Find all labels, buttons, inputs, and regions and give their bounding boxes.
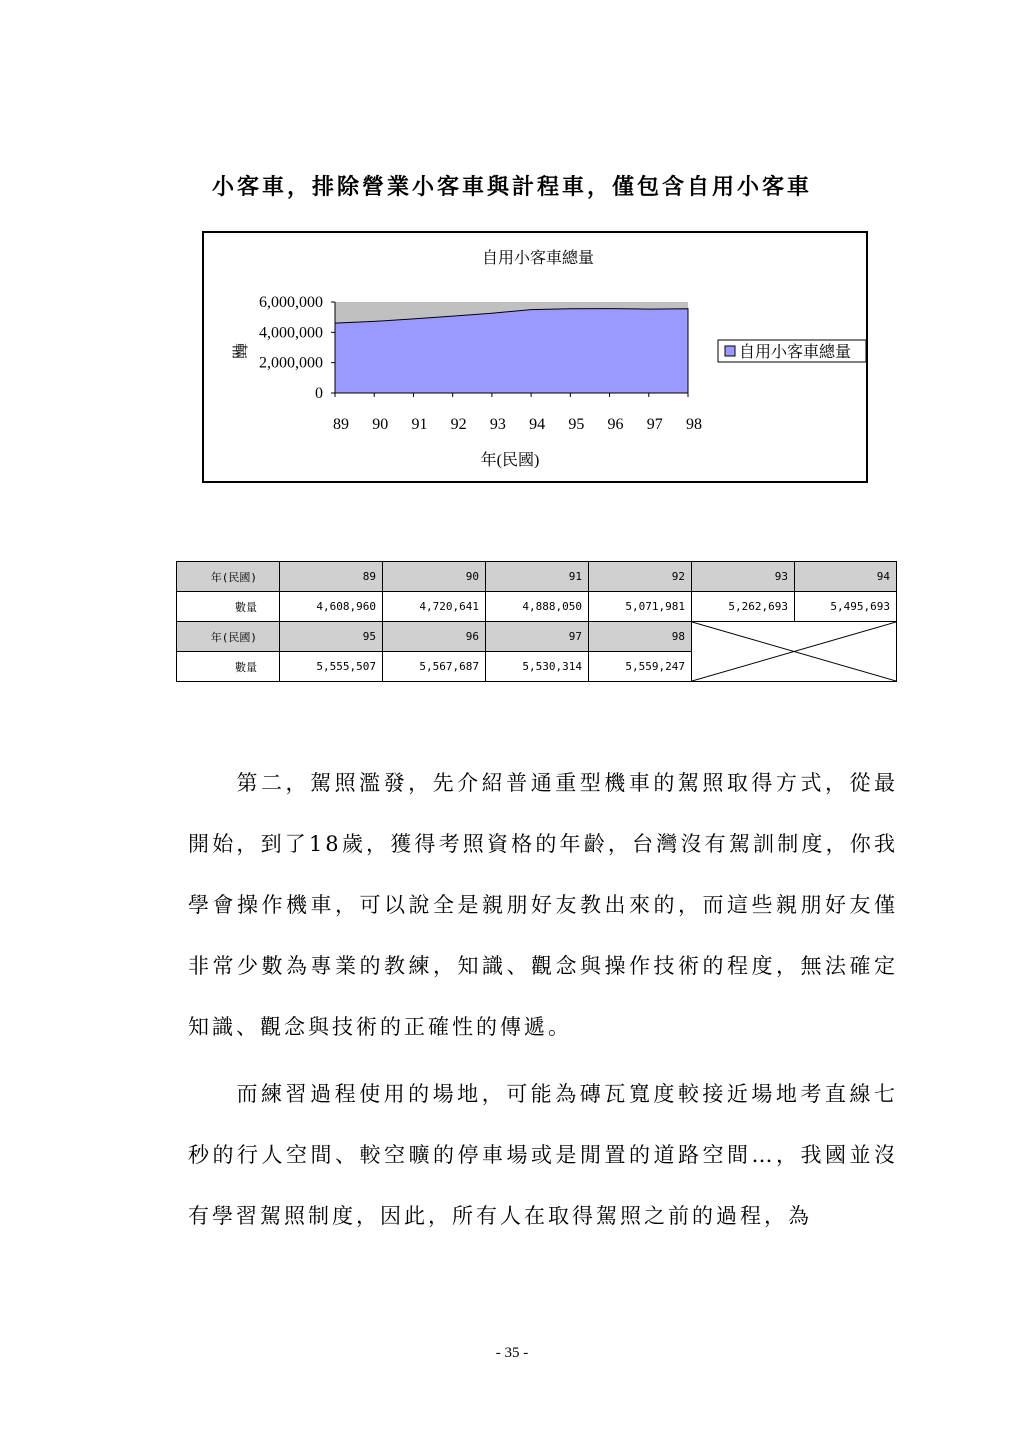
- table-cell: 4,608,960: [280, 592, 383, 622]
- page-number: - 35 -: [495, 1345, 529, 1361]
- table-cell: 96: [383, 622, 486, 652]
- series-area: [335, 309, 688, 393]
- area-chart: [204, 233, 866, 481]
- x-tick-label: 89: [333, 416, 349, 433]
- legend-swatch: [725, 346, 735, 356]
- x-tick-label: 97: [646, 416, 663, 433]
- table-cell: 4,720,641: [383, 592, 486, 622]
- table-row: [177, 622, 897, 652]
- table-cell: 4,888,050: [486, 592, 589, 622]
- chart-container: [202, 231, 868, 483]
- empty-crossed-cell: [692, 622, 897, 682]
- x-axis-label: 年(民國): [480, 452, 540, 469]
- table-cell: 5,071,981: [589, 592, 692, 622]
- paragraph-text: 第二，駕照濫發，先介紹普通重型機車的駕照取得方式，從最開始，到了18歲，獲得考照資格的年齡，台灣沒有駕訓制度，你我學會操作機車，可以說全是親朋好友教出來的，而這些親朋好友僅非常少數為專業的教練，知識、觀念與操作技術的程度，無法確定知識、觀念與技術的正確性的傳遞。: [188, 771, 898, 1039]
- table-cell: 97: [486, 622, 589, 652]
- table-cell: 95: [280, 622, 383, 652]
- table-cell: 5,559,247: [589, 652, 692, 682]
- x-tick-label: 94: [529, 416, 546, 433]
- row-header-year: 年(民國): [177, 622, 280, 652]
- table-cell: 5,495,693: [795, 592, 897, 622]
- plot-area: [259, 294, 702, 433]
- row-header-quantity: 數量: [177, 652, 280, 682]
- x-tick-label: 95: [568, 416, 585, 433]
- x-tick-label: 96: [607, 416, 624, 433]
- y-tick-label: 4,000,000: [259, 324, 323, 342]
- table-cell: 5,530,314: [486, 652, 589, 682]
- table-cell: 5,567,687: [383, 652, 486, 682]
- chart-title: 自用小客車總量: [481, 250, 595, 267]
- table-row: [177, 592, 897, 622]
- x-tick-label: 92: [450, 416, 467, 433]
- x-tick-label: 91: [411, 416, 428, 433]
- table-cell: 89: [280, 562, 383, 592]
- row-header-quantity: 數量: [177, 592, 280, 622]
- table-cell: 92: [589, 562, 692, 592]
- row-header-year: 年(民國): [177, 562, 280, 592]
- table-cell: 5,262,693: [692, 592, 795, 622]
- y-axis-label: 輛: [230, 342, 247, 360]
- body-paragraph: [188, 753, 898, 1058]
- table-cell: 5,555,507: [280, 652, 383, 682]
- table-row: [177, 562, 897, 592]
- x-tick-label: 98: [686, 416, 702, 433]
- data-table: [176, 561, 897, 682]
- table-cell: 91: [486, 562, 589, 592]
- paragraph-text: 而練習過程使用的場地，可能為磚瓦寬度較接近場地考直線七秒的行人空間、較空曠的停車場或是閒置的道路空間…，我國並沒有學習駕照制度，因此，所有人在取得駕照之前的過程，為: [188, 1082, 898, 1228]
- y-tick-label: 6,000,000: [259, 294, 323, 311]
- body-paragraph: [188, 1064, 898, 1247]
- cross-mark: [692, 622, 896, 681]
- legend: [718, 340, 866, 362]
- table-cell: 90: [383, 562, 486, 592]
- x-tick-label: 93: [489, 416, 506, 433]
- table-cell: 98: [589, 622, 692, 652]
- y-tick-label: 2,000,000: [259, 354, 323, 372]
- section-title: 小客車，排除營業小客車與計程車，僅包含自用小客車: [211, 174, 812, 200]
- legend-label: 自用小客車總量: [739, 344, 852, 361]
- table-cell: 93: [692, 562, 795, 592]
- table-cell: 94: [795, 562, 897, 592]
- y-tick-label: 0: [315, 385, 323, 402]
- x-tick-label: 90: [372, 416, 389, 433]
